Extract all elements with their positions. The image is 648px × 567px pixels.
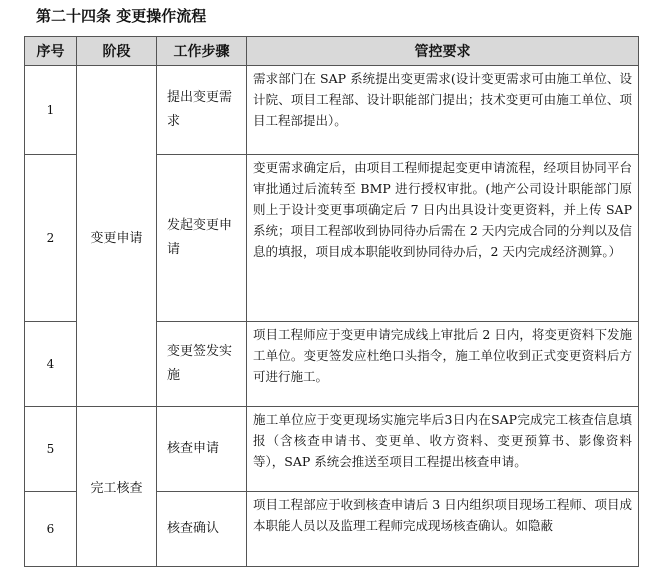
header-step: 工作步骤 [157, 37, 247, 66]
requirement-cell [247, 322, 639, 407]
step-cell: 提出变更需求 [157, 66, 247, 155]
requirement-text: 需求部门在 SAP 系统提出变更需求(设计变更需求可由施工单位、设计院、项目工程部、设计职能部门提出；技术变更可由施工单位、项目工程部提出）。 [253, 71, 632, 128]
step-cell: 发起变更申请 [157, 155, 247, 322]
requirement-cell [247, 155, 639, 322]
stage-change-request: 变更申请 [77, 66, 157, 407]
requirement-text: 项目工程部应于收到核查申请后 3 日内组织项目现场工程师、项目成本职能人员以及监理工程师完成现场核查确认。如隐蔽 [253, 497, 632, 533]
requirement-text: 项目工程师应于变更申请完成线上审批后 2 日内，将变更资料下发施工单位。变更签发应杜绝口头指令，施工单位收到正式变更资料后方可进行施工。 [253, 327, 632, 384]
change-process-table [24, 36, 639, 567]
table-row [25, 66, 639, 155]
row-number: 4 [25, 322, 77, 407]
requirement-cell [247, 66, 639, 155]
header-no: 序号 [25, 37, 77, 66]
requirement-text: 变更需求确定后，由项目工程师提起变更申请流程，经项目协同平台审批通过后流转至 BMP 进行授权审批。(地产公司设计职能部门原则上于设计变更事项确定后 7 日内出具设计变更资料，并上传 SAP 系统；项目工程部收到协同待办后需在 2 天内完成合同的分判以及信息的填报，项目成本职能收到协同待办后，2 天内完成经济测算。） [253, 160, 632, 259]
row-number: 1 [25, 66, 77, 155]
stage-completion-check: 完工核查 [77, 407, 157, 567]
step-cell: 变更签发实施 [157, 322, 247, 407]
row-number: 5 [25, 407, 77, 492]
step-cell: 核查申请 [157, 407, 247, 492]
header-stage: 阶段 [77, 37, 157, 66]
row-number: 6 [25, 492, 77, 567]
table-header-row [25, 37, 639, 66]
header-requirement: 管控要求 [247, 37, 639, 66]
requirement-cell [247, 407, 639, 492]
row-number: 2 [25, 155, 77, 322]
step-cell: 核查确认 [157, 492, 247, 567]
table-row [25, 407, 639, 492]
document-title: 第二十四条 变更操作流程 [36, 7, 207, 25]
requirement-text: 施工单位应于变更现场实施完毕后3日内在SAP完成完工核查信息填报（含核查申请书、变更单、收方资料、变更预算书、影像资料等），SAP 系统会推送至项目工程提出核查申请。 [253, 412, 632, 469]
requirement-cell [247, 492, 639, 567]
